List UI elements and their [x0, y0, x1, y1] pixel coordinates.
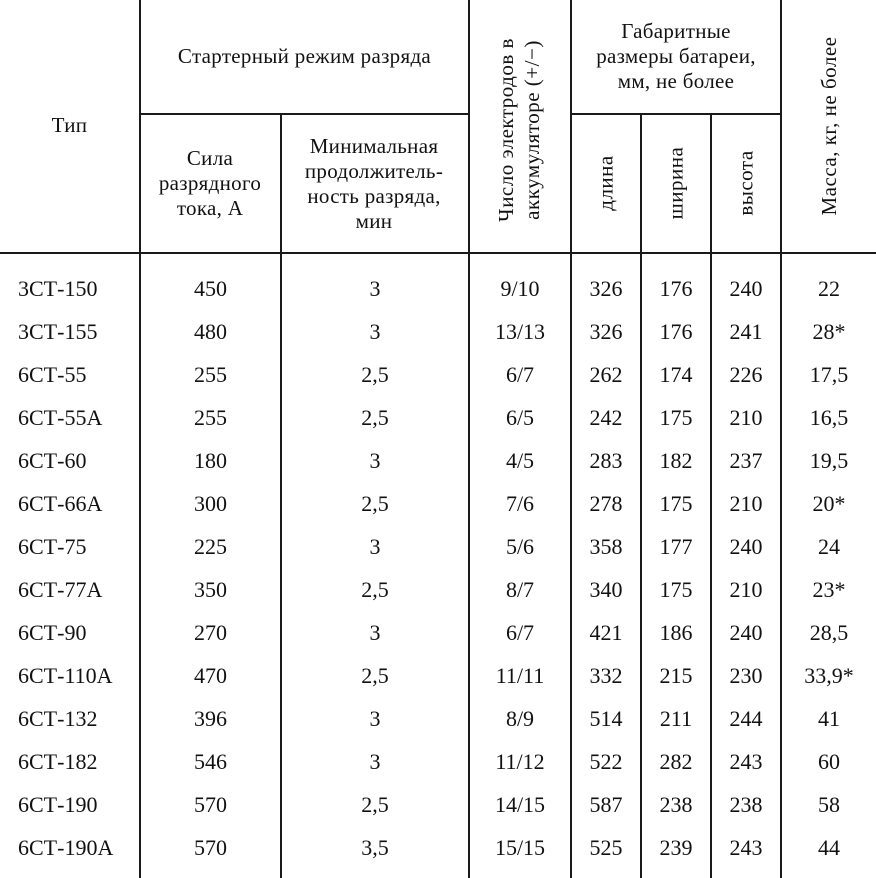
cell-duration: 2,5: [361, 404, 389, 430]
cell-electrodes: 8/9: [505, 705, 535, 731]
cell-height: 240: [729, 275, 763, 301]
cell-height: 230: [729, 662, 763, 688]
cell-duration: 3: [369, 619, 381, 645]
cell-current: 450: [194, 275, 227, 301]
header-duration: Минимальная продолжитель-ность разряда, мин: [304, 133, 444, 233]
cell-electrodes: 9/10: [500, 275, 540, 301]
cell-type: 6СТ-90: [18, 619, 87, 645]
cell-height: 241: [729, 318, 763, 344]
cell-length: 522: [589, 748, 623, 774]
cell-current: 180: [194, 447, 227, 473]
cell-mass: 41: [818, 705, 840, 731]
cell-electrodes: 6/7: [505, 361, 535, 387]
cell-length: 332: [589, 662, 623, 688]
cell-height: 243: [729, 834, 763, 860]
cell-electrodes: 14/15: [494, 791, 546, 817]
header-bottom-rule: [0, 252, 876, 254]
cell-type: 3СТ-155: [18, 318, 98, 344]
cell-mass: 19,5: [809, 447, 849, 473]
cell-width: 211: [659, 705, 693, 731]
header-mass: Масса, кг, не более: [816, 36, 841, 216]
cell-electrodes: 6/5: [505, 404, 535, 430]
cell-current: 546: [194, 748, 227, 774]
cell-height: 210: [729, 490, 763, 516]
cell-width: 215: [659, 662, 693, 688]
cell-height: 237: [729, 447, 763, 473]
cell-width: 175: [659, 490, 693, 516]
header-type: Тип: [51, 112, 88, 137]
cell-length: 262: [589, 361, 623, 387]
cell-width: 176: [659, 275, 693, 301]
cell-type: 6СТ-66А: [18, 490, 103, 516]
cell-width: 176: [659, 318, 693, 344]
cell-electrodes: 6/7: [505, 619, 535, 645]
cell-mass: 17,5: [809, 361, 849, 387]
cell-type: 6СТ-77А: [18, 576, 103, 602]
cell-type: 6СТ-190: [18, 791, 98, 817]
header-width: ширина: [663, 146, 687, 220]
cell-length: 358: [589, 533, 623, 559]
cell-duration: 2,5: [361, 576, 389, 602]
cell-length: 283: [589, 447, 623, 473]
cell-current: 255: [194, 404, 227, 430]
cell-duration: 2,5: [361, 490, 389, 516]
cell-width: 238: [659, 791, 693, 817]
cell-duration: 3: [369, 705, 381, 731]
cell-height: 238: [729, 791, 763, 817]
cell-type: 6СТ-182: [18, 748, 98, 774]
cell-type: 6СТ-75: [18, 533, 87, 559]
cell-type: 6СТ-55А: [18, 404, 103, 430]
cell-height: 240: [729, 533, 763, 559]
cell-current: 255: [194, 361, 227, 387]
cell-electrodes: 13/13: [494, 318, 546, 344]
header-dims-group: Габаритные размеры батареи, мм, не более: [596, 19, 756, 93]
header-height: высота: [733, 150, 757, 216]
cell-mass: 24: [818, 533, 840, 559]
cell-length: 242: [589, 404, 623, 430]
cell-mass: 33,9*: [804, 662, 854, 688]
cell-duration: 3,5: [361, 834, 389, 860]
cell-height: 240: [729, 619, 763, 645]
header-current: Сила разрядного тока, А: [158, 146, 262, 220]
cell-length: 421: [589, 619, 623, 645]
cell-current: 270: [194, 619, 227, 645]
cell-current: 350: [194, 576, 227, 602]
cell-width: 239: [659, 834, 693, 860]
cell-duration: 3: [369, 447, 381, 473]
cell-current: 480: [194, 318, 227, 344]
cell-mass: 28,5: [809, 619, 849, 645]
cell-height: 210: [729, 404, 763, 430]
cell-mass: 23*: [812, 576, 846, 602]
cell-height: 243: [729, 748, 763, 774]
cell-electrodes: 11/12: [495, 748, 545, 774]
cell-type: 6СТ-60: [18, 447, 87, 473]
header-starter-group: Стартерный режим разряда: [177, 44, 432, 68]
cell-mass: 28*: [812, 318, 846, 344]
cell-duration: 2,5: [361, 361, 389, 387]
cell-duration: 3: [369, 748, 381, 774]
cell-current: 225: [194, 533, 227, 559]
cell-duration: 3: [369, 275, 381, 301]
cell-electrodes: 8/7: [505, 576, 535, 602]
cell-length: 278: [589, 490, 623, 516]
cell-duration: 2,5: [361, 662, 389, 688]
cell-mass: 44: [818, 834, 840, 860]
cell-length: 587: [589, 791, 623, 817]
cell-height: 226: [729, 361, 763, 387]
cell-type: 6СТ-55: [18, 361, 87, 387]
cell-type: 6СТ-190А: [18, 834, 114, 860]
cell-duration: 3: [369, 533, 381, 559]
cell-length: 525: [589, 834, 623, 860]
cell-electrodes: 4/5: [505, 447, 535, 473]
cell-mass: 16,5: [809, 404, 849, 430]
cell-electrodes: 15/15: [494, 834, 546, 860]
cell-electrodes: 5/6: [505, 533, 535, 559]
cell-length: 326: [589, 318, 623, 344]
cell-width: 175: [659, 576, 693, 602]
cell-type: 3СТ-150: [18, 275, 98, 301]
cell-height: 244: [729, 705, 763, 731]
cell-current: 470: [194, 662, 227, 688]
header-electrodes: Число электродов в аккумуляторе (+/−): [494, 38, 544, 222]
cell-electrodes: 11/11: [495, 662, 545, 688]
cell-width: 175: [659, 404, 693, 430]
cell-duration: 3: [369, 318, 381, 344]
cell-width: 174: [659, 361, 693, 387]
cell-duration: 2,5: [361, 791, 389, 817]
cell-current: 570: [194, 791, 227, 817]
cell-current: 396: [194, 705, 227, 731]
cell-width: 282: [659, 748, 693, 774]
cell-electrodes: 7/6: [505, 490, 535, 516]
header-length: длина: [593, 155, 617, 211]
cell-width: 177: [659, 533, 693, 559]
cell-type: 6СТ-110А: [18, 662, 113, 688]
cell-mass: 58: [818, 791, 840, 817]
cell-height: 210: [729, 576, 763, 602]
cell-mass: 60: [818, 748, 840, 774]
cell-type: 6СТ-132: [18, 705, 98, 731]
cell-mass: 20*: [812, 490, 846, 516]
cell-length: 326: [589, 275, 623, 301]
cell-current: 300: [194, 490, 227, 516]
cell-mass: 22: [818, 275, 840, 301]
cell-width: 182: [659, 447, 693, 473]
cell-length: 340: [589, 576, 623, 602]
cell-width: 186: [659, 619, 693, 645]
cell-current: 570: [194, 834, 227, 860]
cell-length: 514: [589, 705, 623, 731]
